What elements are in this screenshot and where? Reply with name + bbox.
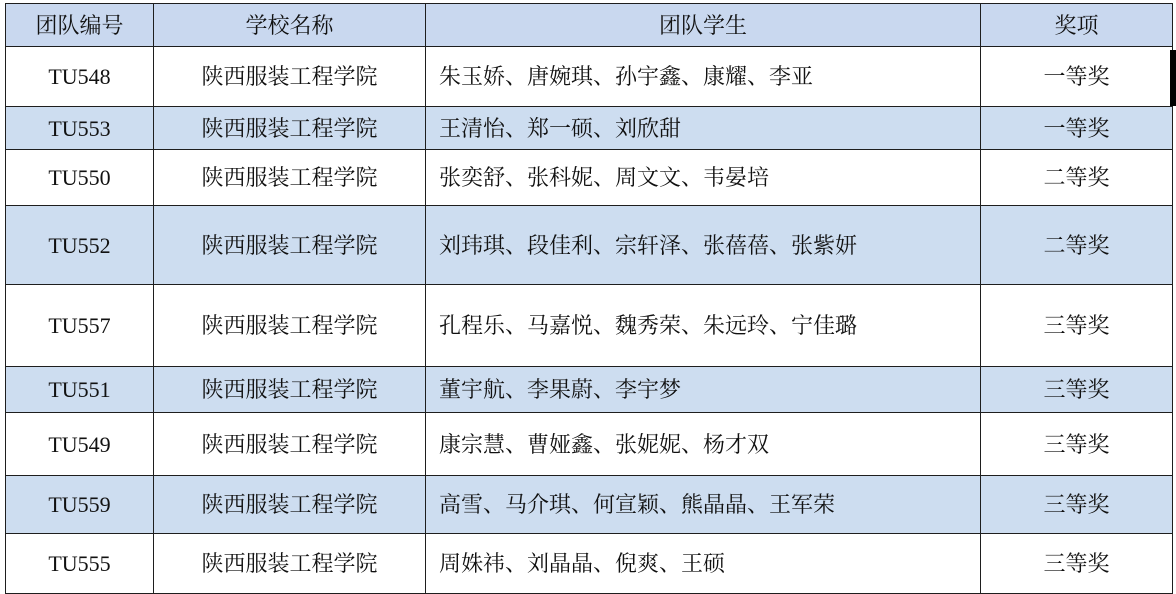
table-row: [6, 413, 1173, 476]
award-cell: 三等奖: [981, 476, 1173, 534]
team-id-cell: TU553: [6, 107, 154, 150]
school-cell: 陕西服装工程学院: [154, 367, 426, 413]
screen-artifact-bar: [1170, 50, 1176, 106]
school-cell: 陕西服装工程学院: [154, 150, 426, 206]
table-body: [6, 47, 1173, 594]
school-cell: 陕西服装工程学院: [154, 413, 426, 476]
award-cell: 一等奖: [981, 107, 1173, 150]
table-row: [6, 534, 1173, 594]
school-cell: 陕西服装工程学院: [154, 206, 426, 285]
students-cell: 董宇航、李果蔚、李宇梦: [426, 367, 981, 413]
header-team-id: 团队编号: [6, 4, 154, 47]
table-row: [6, 107, 1173, 150]
header-row: [6, 4, 1173, 47]
awards-table-container: [5, 3, 1173, 594]
award-cell: 三等奖: [981, 285, 1173, 367]
team-id-cell: TU555: [6, 534, 154, 594]
header-school: 学校名称: [154, 4, 426, 47]
students-cell: 康宗慧、曹娅鑫、张妮妮、杨才双: [426, 413, 981, 476]
team-id-cell: TU551: [6, 367, 154, 413]
table-header: [6, 4, 1173, 47]
students-cell: 周姝祎、刘晶晶、倪爽、王硕: [426, 534, 981, 594]
students-cell: 高雪、马介琪、何宣颖、熊晶晶、王军荣: [426, 476, 981, 534]
award-cell: 二等奖: [981, 150, 1173, 206]
team-id-cell: TU548: [6, 47, 154, 107]
awards-table: [5, 3, 1173, 594]
table-row: [6, 476, 1173, 534]
students-cell: 孔程乐、马嘉悦、魏秀荣、朱远玲、宁佳璐: [426, 285, 981, 367]
table-row: [6, 47, 1173, 107]
school-cell: 陕西服装工程学院: [154, 476, 426, 534]
award-cell: 三等奖: [981, 413, 1173, 476]
students-cell: 朱玉娇、唐婉琪、孙宇鑫、康耀、李亚: [426, 47, 981, 107]
school-cell: 陕西服装工程学院: [154, 107, 426, 150]
table-row: [6, 285, 1173, 367]
students-cell: 张奕舒、张科妮、周文文、韦晏培: [426, 150, 981, 206]
students-cell: 刘玮琪、段佳利、宗轩泽、张蓓蓓、张紫妍: [426, 206, 981, 285]
team-id-cell: TU550: [6, 150, 154, 206]
header-award: 奖项: [981, 4, 1173, 47]
students-cell: 王清怡、郑一硕、刘欣甜: [426, 107, 981, 150]
team-id-cell: TU552: [6, 206, 154, 285]
school-cell: 陕西服装工程学院: [154, 47, 426, 107]
award-cell: 二等奖: [981, 206, 1173, 285]
school-cell: 陕西服装工程学院: [154, 534, 426, 594]
award-cell: 三等奖: [981, 367, 1173, 413]
school-cell: 陕西服装工程学院: [154, 285, 426, 367]
team-id-cell: TU549: [6, 413, 154, 476]
award-cell: 三等奖: [981, 534, 1173, 594]
award-cell: 一等奖: [981, 47, 1173, 107]
table-row: [6, 206, 1173, 285]
team-id-cell: TU559: [6, 476, 154, 534]
table-row: [6, 150, 1173, 206]
team-id-cell: TU557: [6, 285, 154, 367]
table-row: [6, 367, 1173, 413]
header-students: 团队学生: [426, 4, 981, 47]
